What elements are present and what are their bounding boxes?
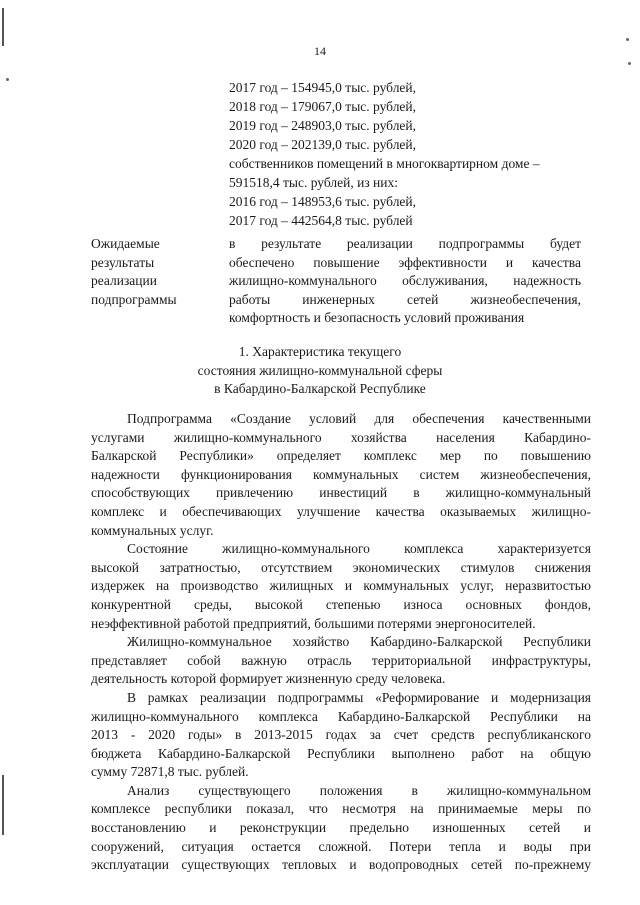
paragraph-line: Подпрограмма «Создание условий для обеспечения качественными xyxy=(127,411,591,426)
funding-line: 2017 год – 154945,0 тыс. рублей, xyxy=(229,80,417,95)
scan-speck xyxy=(626,38,629,41)
paragraph-line: издержек на производство жилищных и коммунальных услуг, неразвитостью xyxy=(91,578,591,594)
paragraph-line: бюджета Кабардино-Балкарской Республики выполнено работ на общую xyxy=(91,745,591,761)
paragraph-line: жилищно-коммунального комплекса Кабардино-Балкарской Республики на xyxy=(91,708,591,724)
paragraph-line: высокой затратностью, отсутствием экономических стимулов снижения xyxy=(91,559,591,575)
paragraph-line: комплекс и обеспечивающих улучшение качества оказываемых жилищно- xyxy=(91,503,591,519)
body-text xyxy=(91,410,591,875)
results-value-line: комфортность и безопасность условий проживания xyxy=(229,310,525,325)
paragraph-line: эксплуатации существующих тепловых и водопроводных сетей по-прежнему xyxy=(91,857,591,873)
scan-speck xyxy=(6,78,9,81)
section-title xyxy=(0,343,640,399)
paragraph-line: 2013 - 2020 годы» в 2013-2015 годах за счет средств республиканского xyxy=(91,727,591,743)
scan-margin-mark xyxy=(2,775,4,835)
paragraph-line: конкурентной среды, высокой степенью износа основных фондов, xyxy=(91,596,591,612)
funding-line: 2020 год – 202139,0 тыс. рублей, xyxy=(229,137,417,152)
paragraph xyxy=(91,689,591,782)
funding-lines xyxy=(229,78,609,230)
section-title-line: 1. Характеристика текущего xyxy=(238,344,402,359)
paragraph-line: восстановлению и реконструкции предельно изношенных сетей и xyxy=(91,820,591,836)
results-value xyxy=(229,235,581,328)
paragraph-line: деятельность которой формирует жизненную среду человека. xyxy=(91,671,446,687)
scan-speck xyxy=(628,62,631,65)
funding-line: 2018 год – 179067,0 тыс. рублей, xyxy=(229,99,417,114)
paragraph-line: сооружений, ситуация остается сложной. Потери тепла и воды при xyxy=(91,838,591,854)
paragraph-line: надежности функционирования коммунальных систем жизнеобеспечения, xyxy=(91,466,591,482)
paragraph-line: В рамках реализации подпрограммы «Реформирование и модернизация xyxy=(127,689,591,705)
results-label xyxy=(91,235,211,309)
results-label-line: подпрограммы xyxy=(91,291,177,307)
results-value-line: обеспечено повышение эффективности и качества xyxy=(229,254,581,270)
paragraph-line: Балкарской Республики» определяет комплекс мер по повышению xyxy=(91,448,591,464)
paragraph xyxy=(91,633,591,689)
funding-line: 591518,4 тыс. рублей, из них: xyxy=(229,175,398,190)
results-label-line: результаты xyxy=(91,254,155,270)
funding-line: собственников помещений в многоквартирном доме – xyxy=(229,156,540,171)
paragraph-line: способствующих привлечению инвестиций в жилищно-коммунальный xyxy=(91,485,591,501)
paragraph-line: сумму 72871,8 тыс. рублей. xyxy=(91,764,249,780)
paragraph-line: Жилищно-коммунальное хозяйство Кабардино-Балкарской Республики xyxy=(127,634,591,650)
paragraph xyxy=(91,782,591,875)
paragraph-line: Анализ существующего положения в жилищно-коммунальном xyxy=(127,782,591,798)
funding-line: 2017 год – 442564,8 тыс. рублей xyxy=(229,213,413,228)
page-number: 14 xyxy=(314,44,326,58)
results-value-line: жилищно-коммунального обслуживания, надежность xyxy=(229,273,581,288)
paragraph-line: Состояние жилищно-коммунального комплекса характеризуется xyxy=(127,541,591,557)
paragraph-line: представляет собой важную отрасль территориальной инфраструктуры, xyxy=(91,652,591,668)
results-value-line: в результате реализации подпрограммы будет xyxy=(229,236,581,251)
paragraph-line: неэффективной работой предприятий, большими потерями энергоносителей. xyxy=(91,615,536,631)
funding-line: 2019 год – 248903,0 тыс. рублей, xyxy=(229,118,417,133)
paragraph-line: комплексе республики показал, что несмотря на принимаемые меры по xyxy=(91,801,591,817)
paragraph xyxy=(91,540,591,633)
results-value-line: работы инженерных сетей жизнеобеспечения, xyxy=(229,291,581,307)
section-title-line: состояния жилищно-коммунальной сферы xyxy=(197,362,443,378)
funding-line: 2016 год – 148953,6 тыс. рублей, xyxy=(229,194,417,209)
paragraph-line: услугами жилищно-коммунального хозяйства населения Кабардино- xyxy=(91,429,591,445)
paragraph xyxy=(91,410,591,540)
results-label-line: Ожидаемые xyxy=(91,236,160,251)
section-title-line: в Кабардино-Балкарской Республике xyxy=(214,381,426,396)
paragraph-line: коммунальных услуг. xyxy=(91,522,214,538)
scan-margin-mark xyxy=(2,8,4,46)
results-label-line: реализации xyxy=(91,273,157,288)
